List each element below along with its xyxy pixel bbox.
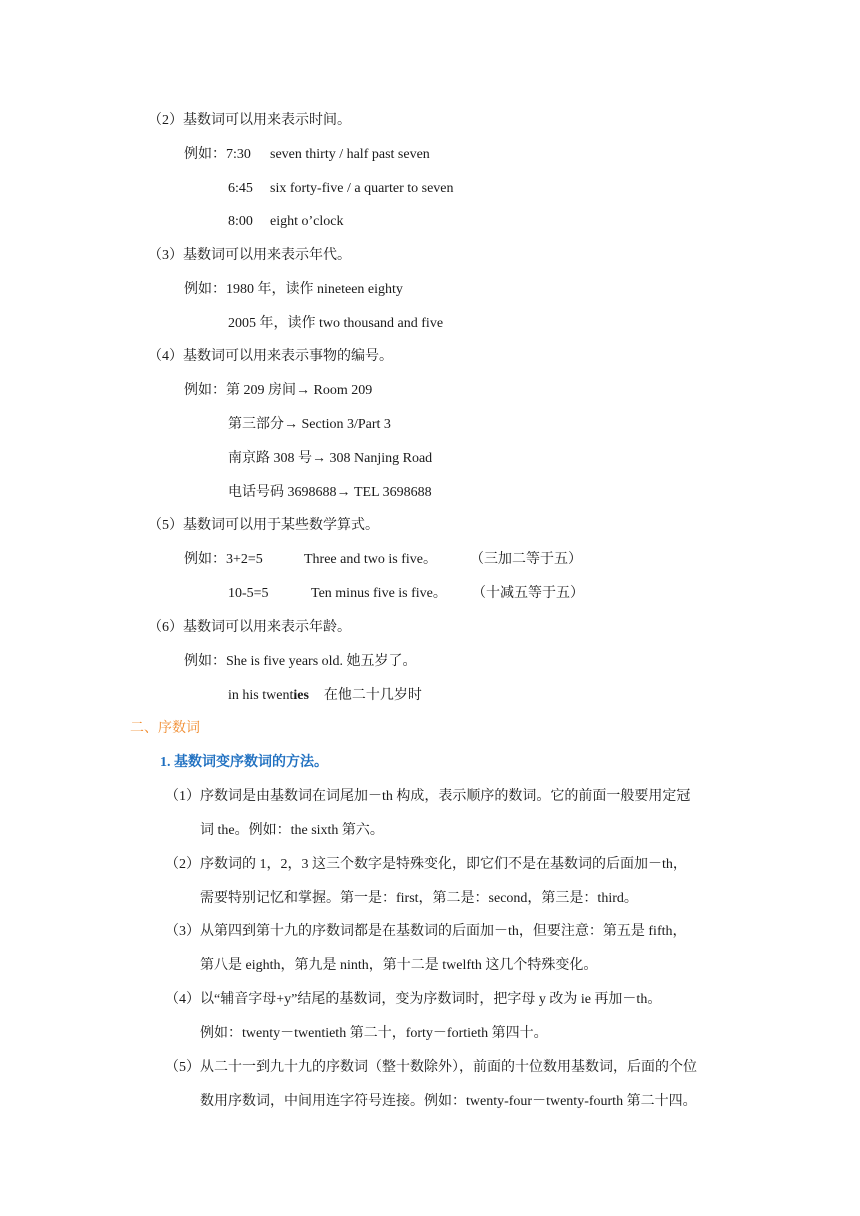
ordinal-rule-line: （4）以“辅音字母+y”结尾的基数词，变为序数词时，把字母 y 改为 ie 再加－th。 <box>165 992 662 1007</box>
ordinal-rule-line: 数用序数词，中间用连字符号连接。例如：twenty-four－twenty-fourth 第二十四。 <box>200 1094 697 1109</box>
ordinal-rule-line: （1）序数词是由基数词在词尾加－th 构成，表示顺序的数词。它的前面一般要用定冠 <box>165 789 691 804</box>
time-reading: six forty-five / a quarter to seven <box>270 181 454 196</box>
section-title-years: （3）基数词可以用来表示年代。 <box>148 248 351 263</box>
example-label: 例如： <box>184 282 226 297</box>
time-value: 6:45 <box>228 181 253 196</box>
ordinal-rule-line: 第八是 eighth，第九是 ninth，第十二是 twelfth 这几个特殊变化。 <box>200 958 598 973</box>
example-label: 例如： <box>184 654 226 669</box>
example-emphasis: ies <box>293 688 309 703</box>
example-text: 2005 年，读作 two thousand and five <box>228 316 444 331</box>
example-text: 第 209 房间→ Room 209 <box>226 383 373 398</box>
example-label: 例如： <box>184 552 226 567</box>
example-text: 第三部分→ Section 3/Part 3 <box>228 417 391 432</box>
example-translation: 在他二十几岁时 <box>323 688 422 703</box>
example-text: 1980 年，读作 nineteen eighty <box>226 282 403 297</box>
math-reading: Ten minus five is five。 <box>311 586 447 601</box>
time-value: 8:00 <box>228 214 253 229</box>
example-text: 电话号码 3698688→ TEL 3698688 <box>228 485 432 500</box>
math-translation: （十减五等于五） <box>472 586 584 601</box>
example-row <box>184 145 430 165</box>
section-title-math: （5）基数词可以用于某些数学算式。 <box>148 518 379 533</box>
ordinal-rule-line: （3）从第四到第十九的序数词都是在基数词的后面加－th，但要注意：第五是 fifth， <box>165 924 687 939</box>
example-text: She is five years old. 她五岁了。 <box>226 654 417 669</box>
ordinal-rule-line: 需要特别记忆和掌握。第一是：first，第二是：second，第三是：third。 <box>200 891 638 906</box>
math-translation: （三加二等于五） <box>470 552 582 567</box>
section-title-time: （2）基数词可以用来表示时间。 <box>148 113 351 128</box>
example-row <box>228 584 584 604</box>
example-row <box>228 179 454 199</box>
subsection-heading: 1. 基数词变序数词的方法。 <box>160 755 328 770</box>
example-label: 例如： <box>184 147 226 162</box>
example-row <box>184 550 582 570</box>
example-row <box>184 381 372 401</box>
section-title-numbering: （4）基数词可以用来表示事物的编号。 <box>148 349 393 364</box>
ordinal-rule-line: 例如：twenty－twentieth 第二十，forty－fortieth 第四十。 <box>200 1026 548 1041</box>
section-title-age: （6）基数词可以用来表示年龄。 <box>148 620 351 635</box>
math-reading: Three and two is five。 <box>304 552 437 567</box>
example-row <box>228 686 422 706</box>
ordinal-rule-line: （2）序数词的 1，2，3 这三个数字是特殊变化，即它们不是在基数词的后面加－th， <box>165 857 687 872</box>
math-expression: 3+2=5 <box>226 552 263 567</box>
example-label: 例如： <box>184 383 226 398</box>
example-text: 南京路 308 号→ 308 Nanjing Road <box>228 451 433 466</box>
time-value: 7:30 <box>226 147 251 162</box>
example-row <box>184 280 403 300</box>
time-reading: seven thirty / half past seven <box>270 147 430 162</box>
ordinal-rule-line: （5）从二十一到九十九的序数词（整十数除外），前面的十位数用基数词，后面的个位 <box>165 1060 697 1075</box>
section-heading-ordinal: 二、序数词 <box>130 721 200 736</box>
ordinal-rule-line: 词 the。例如：the sixth 第六。 <box>200 823 384 838</box>
example-row <box>228 212 343 232</box>
time-reading: eight o’clock <box>270 214 344 229</box>
math-expression: 10-5=5 <box>228 586 269 601</box>
example-text: in his twent <box>228 688 294 703</box>
example-row <box>184 652 417 672</box>
